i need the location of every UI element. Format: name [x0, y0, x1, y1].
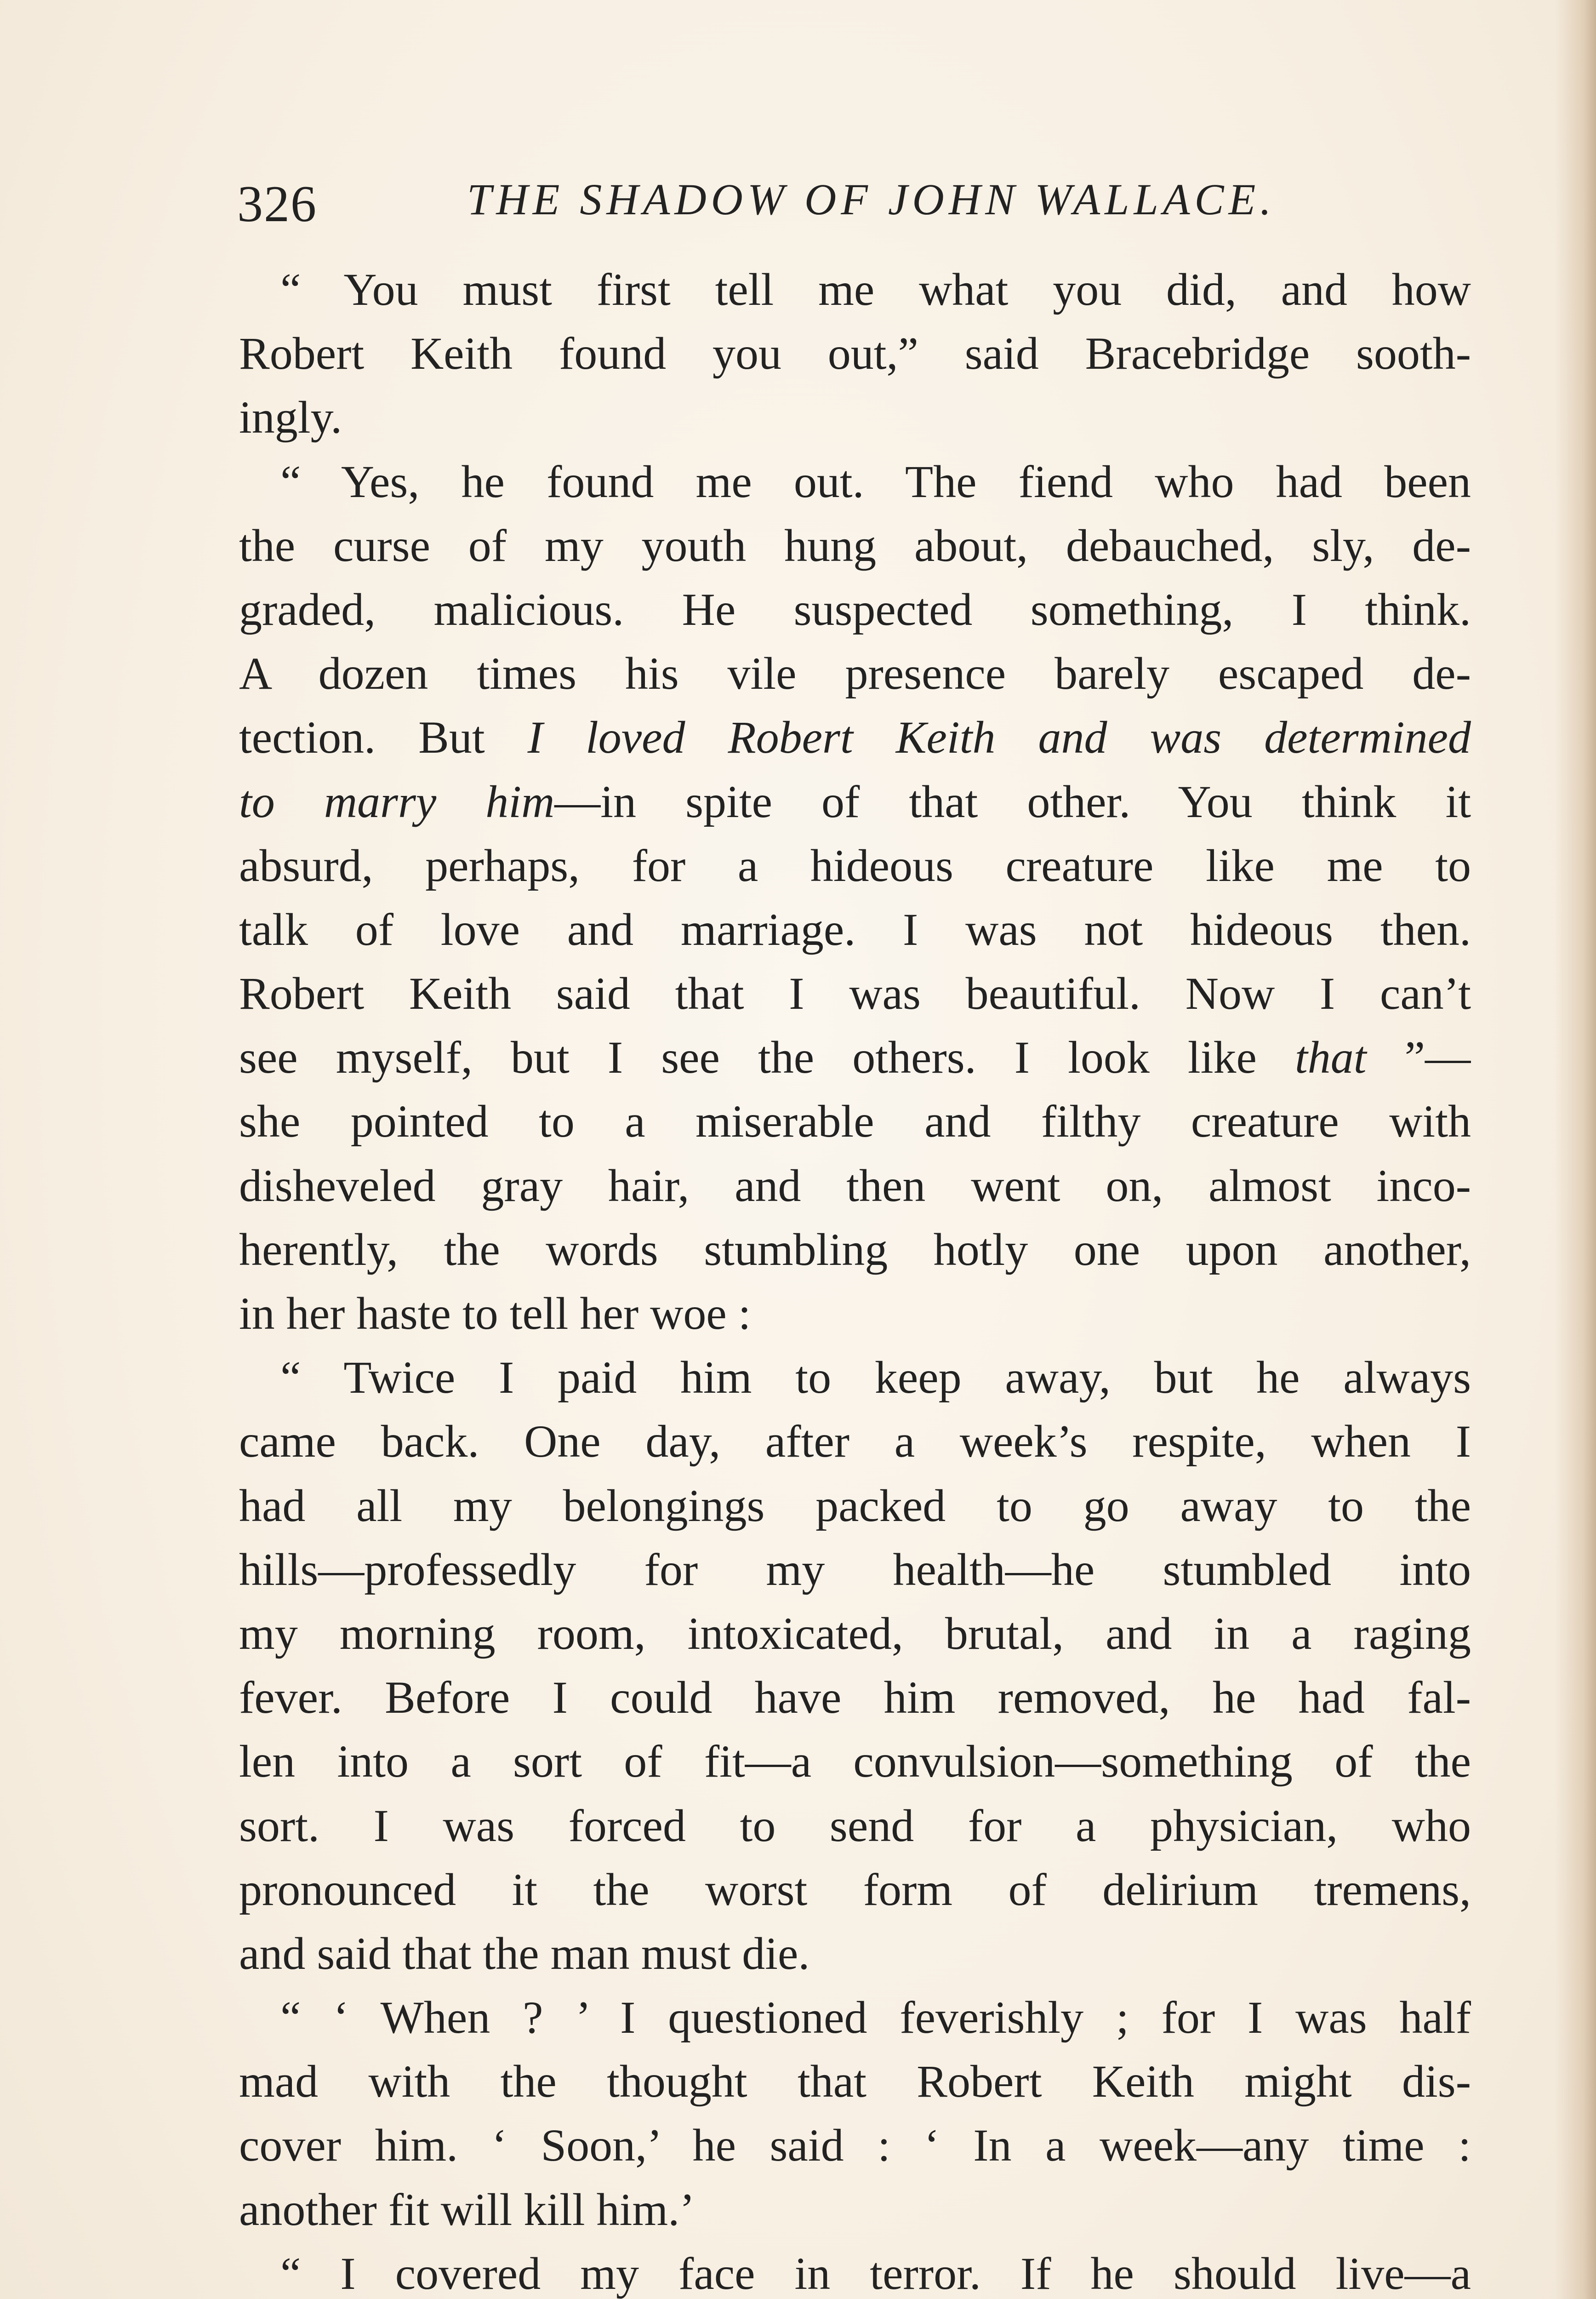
page-edge-shadow	[1555, 0, 1596, 2299]
text-line: herently, the words stumbling hotly one upon another,	[239, 1224, 1471, 1275]
text-line: “ I covered my face in terror. If he should live—a	[280, 2248, 1471, 2299]
text-line: tection. But I loved Robert Keith and was determined	[239, 712, 1471, 763]
text-line: Robert Keith found you out,” said Bracebridge sooth-	[239, 328, 1471, 379]
text-line: absurd, perhaps, for a hideous creature like me to	[239, 840, 1471, 891]
text-line: pronounced it the worst form of delirium tremens,	[239, 1864, 1471, 1915]
text-line: ingly.	[239, 392, 342, 443]
text-line: graded, malicious. He suspected something, I think.	[239, 583, 1471, 635]
text-line: “ Yes, he found me out. The fiend who had been	[280, 456, 1471, 507]
text-line: len into a sort of fit—a convulsion—something of the	[239, 1736, 1471, 1787]
text-line: the curse of my youth hung about, debauched, sly, de-	[239, 520, 1471, 571]
text-line: and said that the man must die.	[239, 1927, 810, 1979]
text-line: hills—professedly for my health—he stumbled into	[239, 1544, 1471, 1595]
text-line: “ Twice I paid him to keep away, but he always	[280, 1352, 1471, 1403]
page-number: 326	[237, 176, 317, 233]
text-line: Robert Keith said that I was beautiful. Now I can’t	[239, 968, 1471, 1019]
text-line: mad with the thought that Robert Keith might dis-	[239, 2056, 1471, 2107]
text-line: another fit will kill him.’	[239, 2184, 695, 2235]
text-line: “ ‘ When ? ’ I questioned feverishly ; for I was half	[280, 1992, 1471, 2043]
text-line: she pointed to a miserable and filthy creature with	[239, 1096, 1471, 1147]
text-line: disheveled gray hair, and then went on, almost inco-	[239, 1160, 1471, 1211]
text-line: fever. Before I could have him removed, he had fal-	[239, 1672, 1471, 1723]
text-line: cover him. ‘ Soon,’ he said : ‘ In a week—any time :	[239, 2120, 1471, 2171]
text-line: sort. I was forced to send for a physician, who	[239, 1800, 1471, 1851]
text-line: my morning room, intoxicated, brutal, and in a raging	[239, 1607, 1471, 1659]
text-line: “ You must first tell me what you did, and how	[280, 264, 1471, 315]
text-line: came back. One day, after a week’s respite, when I	[239, 1416, 1471, 1467]
running-head: THE SHADOW OF JOHN WALLACE.	[467, 175, 1276, 224]
text-line: in her haste to tell her woe :	[239, 1288, 751, 1339]
page-header	[237, 166, 1469, 239]
text-line: see myself, but I see the others. I look like that ”—	[239, 1032, 1471, 1083]
body-text	[239, 257, 1471, 2299]
text-line: to marry him—in spite of that other. You think it	[239, 776, 1471, 827]
text-line: had all my belongings packed to go away to the	[239, 1480, 1471, 1531]
text-line: A dozen times his vile presence barely escaped de-	[239, 648, 1471, 699]
text-line: talk of love and marriage. I was not hideous then.	[239, 904, 1471, 955]
